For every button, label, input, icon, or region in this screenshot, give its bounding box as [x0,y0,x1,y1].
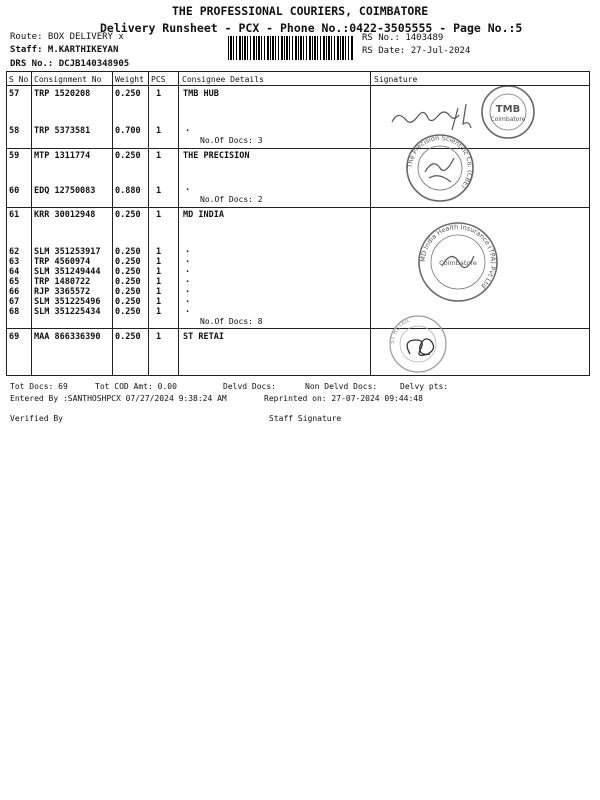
consignment-cell: RJP 3365572 [34,287,91,297]
weight-cell: 0.250 [115,307,141,317]
consignee-cell: . [185,275,191,285]
weight-cell: 0.250 [115,89,141,99]
consignee-cell: THE PRECISION [183,151,250,161]
consignment-cell: TRP 4560974 [34,257,91,267]
sno-cell: 61 [9,210,20,220]
sno-cell: 58 [9,126,20,136]
weight-cell: 0.250 [115,210,141,220]
precision-stamp-text: The Precision Scientific Co. (CBE) [405,133,475,191]
col-header-consignee: Consignee Details [182,75,264,84]
mdindia-stamp [410,220,506,304]
consignee-cell: . [185,255,191,265]
consignment-cell: SLM 351253917 [34,247,101,257]
non-delivered-docs: Non Delvd Docs: [305,382,378,391]
delivery-points: Delvy pts: [400,382,449,391]
sno-cell: 66 [9,287,20,297]
reprinted-on: Reprinted on: 27-07-2024 09:44:48 [264,394,423,403]
weight-cell: 0.250 [115,277,141,287]
mdindia-city: Coimbatore [439,259,477,267]
weight-cell: 0.880 [115,186,141,196]
col-header-signature: Signature [374,75,418,84]
staff-label: Staff: M.KARTHIKEYAN [10,45,119,55]
weight-cell: 0.250 [115,151,141,161]
barcode [228,36,354,60]
consignment-cell: KRR 30012948 [34,210,96,220]
docs-count: No.Of Docs: 2 [200,195,263,204]
weight-cell: 0.250 [115,332,141,342]
pcs-cell: 1 [156,126,162,136]
pcs-cell: 1 [156,267,162,277]
col-header-weight: Weight [115,75,144,84]
sno-cell: 62 [9,247,20,257]
consignee-cell: . [185,305,191,315]
pcs-cell: 1 [156,186,162,196]
pcs-cell: 1 [156,332,162,342]
consignment-cell: SLM 351225434 [34,307,101,317]
col-header-consignment: Consignment No [34,75,102,84]
pcs-cell: 1 [156,257,162,267]
total-docs: Tot Docs: 69 [10,382,68,391]
table-top-border [6,71,590,72]
total-cod-amount: Tot COD Amt: 0.00 [95,382,177,391]
consignment-cell: TRP 1480722 [34,277,91,287]
table-left-border [6,71,7,376]
weight-cell: 0.250 [115,257,141,267]
docs-count: No.Of Docs: 3 [200,136,263,145]
consignee-cell: . [185,285,191,295]
consignee-cell: MD INDIA [183,210,224,220]
sno-cell: 64 [9,267,20,277]
sno-cell: 69 [9,332,20,342]
sno-cell: 67 [9,297,20,307]
consignee-cell: ST RETAI [183,332,224,342]
group-separator [6,328,590,329]
tmb-logo: TMB [495,104,521,115]
rs-number: RS No.: 1403489 [362,33,444,43]
pcs-cell: 1 [156,247,162,257]
col-divider [112,71,113,376]
entered-by: Entered By :SANTHOSHPCX 07/27/2024 9:38:24 AM [10,394,227,403]
group-separator [6,207,590,208]
pcs-cell: 1 [156,210,162,220]
pcs-cell: 1 [156,151,162,161]
company-name: THE PROFESSIONAL COURIERS, COIMBATORE [172,4,429,18]
svg-text:The Precision Scientific Co. ( [406,134,474,190]
pcs-cell: 1 [156,297,162,307]
consignment-cell: MAA 866336390 [34,332,101,342]
sno-cell: 57 [9,89,20,99]
col-divider [148,71,149,376]
pcs-cell: 1 [156,307,162,317]
consignment-cell: TRP 5373581 [34,126,91,136]
consignment-cell: SLM 351249444 [34,267,101,277]
route-label: Route: BOX DELIVERY x [10,32,124,42]
pcs-cell: 1 [156,89,162,99]
sno-cell: 60 [9,186,20,196]
svg-text:MD India Health Insurance (TPA [419,223,497,290]
stretail-stamp-and-signature [376,310,456,376]
consignment-cell: MTP 1311774 [34,151,91,161]
runsheet-title: Delivery Runsheet - PCX - Phone No.:0422-3505555 - Page No.:5 [100,21,523,35]
delivered-docs: Delvd Docs: [223,382,276,391]
consignee-cell: . [185,124,191,134]
sno-cell: 65 [9,277,20,287]
pcs-cell: 1 [156,277,162,287]
sno-cell: 59 [9,151,20,161]
mdindia-stamp-text: MD India Health Insurance (TPA) Pvt Ltd [418,222,498,290]
precision-stamp [395,132,485,204]
weight-cell: 0.250 [115,297,141,307]
col-header-sno: S No [9,75,29,84]
col-header-pcs: PCS [151,75,166,84]
sno-cell: 63 [9,257,20,267]
consignee-cell: . [185,245,191,255]
weight-cell: 0.250 [115,287,141,297]
consignee-cell: . [185,265,191,275]
docs-count: No.Of Docs: 8 [200,317,263,326]
verified-by-label: Verified By [10,414,63,423]
weight-cell: 0.250 [115,267,141,277]
consignment-cell: SLM 351225496 [34,297,101,307]
table-bottom-border [6,375,590,376]
weight-cell: 0.700 [115,126,141,136]
col-divider [178,71,179,376]
consignment-cell: EDQ 12750083 [34,186,96,196]
rs-date: RS Date: 27-Jul-2024 [362,46,471,56]
tmb-city: Coimbatore [490,116,526,123]
consignee-cell: . [185,183,191,193]
staff-signature-label: Staff Signature [269,414,342,423]
stretail-stamp-text: ST RETAIL [388,316,412,345]
drs-number: DRS No.: DCJB140348905 [10,59,130,69]
consignee-cell: TMB HUB [183,89,219,99]
sno-cell: 68 [9,307,20,317]
pcs-cell: 1 [156,287,162,297]
consignee-cell: . [185,295,191,305]
col-divider [31,71,32,376]
consignment-cell: TRP 1520208 [34,89,91,99]
weight-cell: 0.250 [115,247,141,257]
